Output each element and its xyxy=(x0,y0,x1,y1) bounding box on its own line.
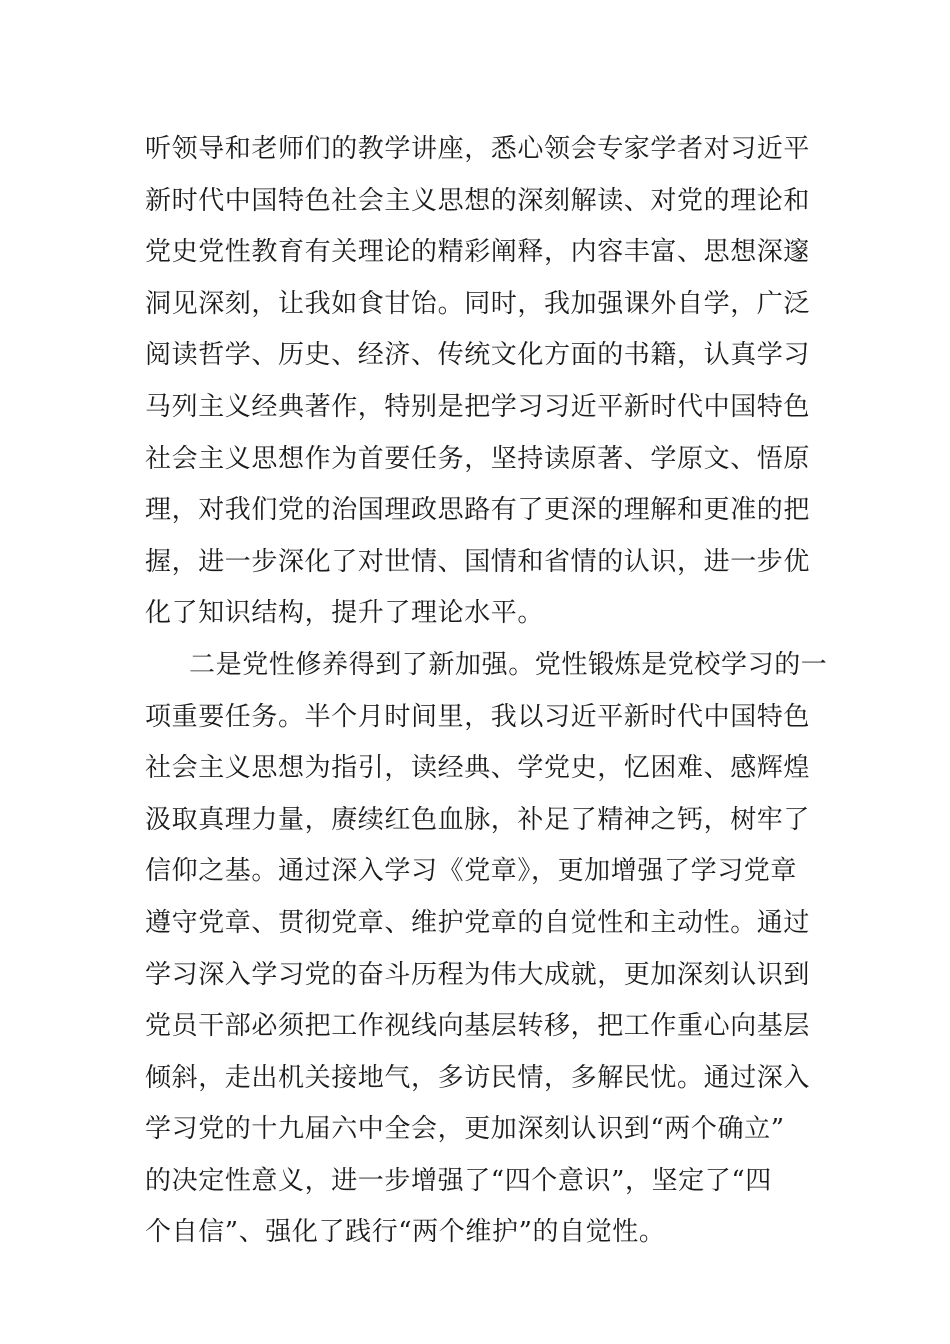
text-line: 理，对我们党的治国理政思路有了更深的理解和更准的把 xyxy=(145,495,811,526)
text-line: 党员干部必须把工作视线向基层转移，把工作重心向基层 xyxy=(145,1011,811,1042)
text-line: 握，进一步深化了对世情、国情和省情的认识，进一步优 xyxy=(145,546,811,577)
text-line: 听领导和老师们的教学讲座，悉心领会专家学者对习近平 xyxy=(145,134,811,164)
text-line: 新时代中国特色社会主义思想的深刻解读、对党的理论和 xyxy=(145,185,811,216)
text-line: 个自信”、强化了践行“两个维护”的自觉性。 xyxy=(145,1217,666,1248)
text-line: 项重要任务。半个月时间里，我以习近平新时代中国特色 xyxy=(145,701,811,732)
text-line: 洞见深刻，让我如食甘饴。同时，我加强课外自学，广泛 xyxy=(145,288,811,319)
text-line: 信仰之基。通过深入学习《党章》，更加增强了学习党章 xyxy=(145,856,798,887)
body-text xyxy=(145,124,828,1259)
text-line: 学习深入学习党的奋斗历程为伟大成就，更加深刻认识到 xyxy=(145,959,811,990)
text-line: 马列主义经典著作，特别是把学习习近平新时代中国特色 xyxy=(145,391,811,422)
text-line: 社会主义思想作为首要任务，坚持读原著、学原文、悟原 xyxy=(145,443,811,474)
text-line: 党史党性教育有关理论的精彩阐释，内容丰富、思想深邃 xyxy=(145,237,811,268)
text-line: 的决定性意义，进一步增强了“四个意识”，坚定了“四 xyxy=(145,1165,772,1196)
text-line: 化了知识结构，提升了理论水平。 xyxy=(145,598,545,629)
text-line: 汲取真理力量，赓续红色血脉，补足了精神之钙，树牢了 xyxy=(145,804,811,835)
text-line: 社会主义思想为指引，读经典、学党史，忆困难、感辉煌 xyxy=(145,753,811,784)
text-line: 倾斜，走出机关接地气，多访民情，多解民忧。通过深入 xyxy=(145,1062,811,1093)
text-line: 学习党的十九届六中全会，更加深刻认识到“两个确立” xyxy=(145,1114,785,1145)
paragraph-start-line: 二是党性修养得到了新加强。党性锻炼是党校学习的一 xyxy=(189,649,828,680)
text-line: 阅读哲学、历史、经济、传统文化方面的书籍，认真学习 xyxy=(145,340,811,371)
text-line: 遵守党章、贯彻党章、维护党章的自觉性和主动性。通过 xyxy=(145,907,811,938)
